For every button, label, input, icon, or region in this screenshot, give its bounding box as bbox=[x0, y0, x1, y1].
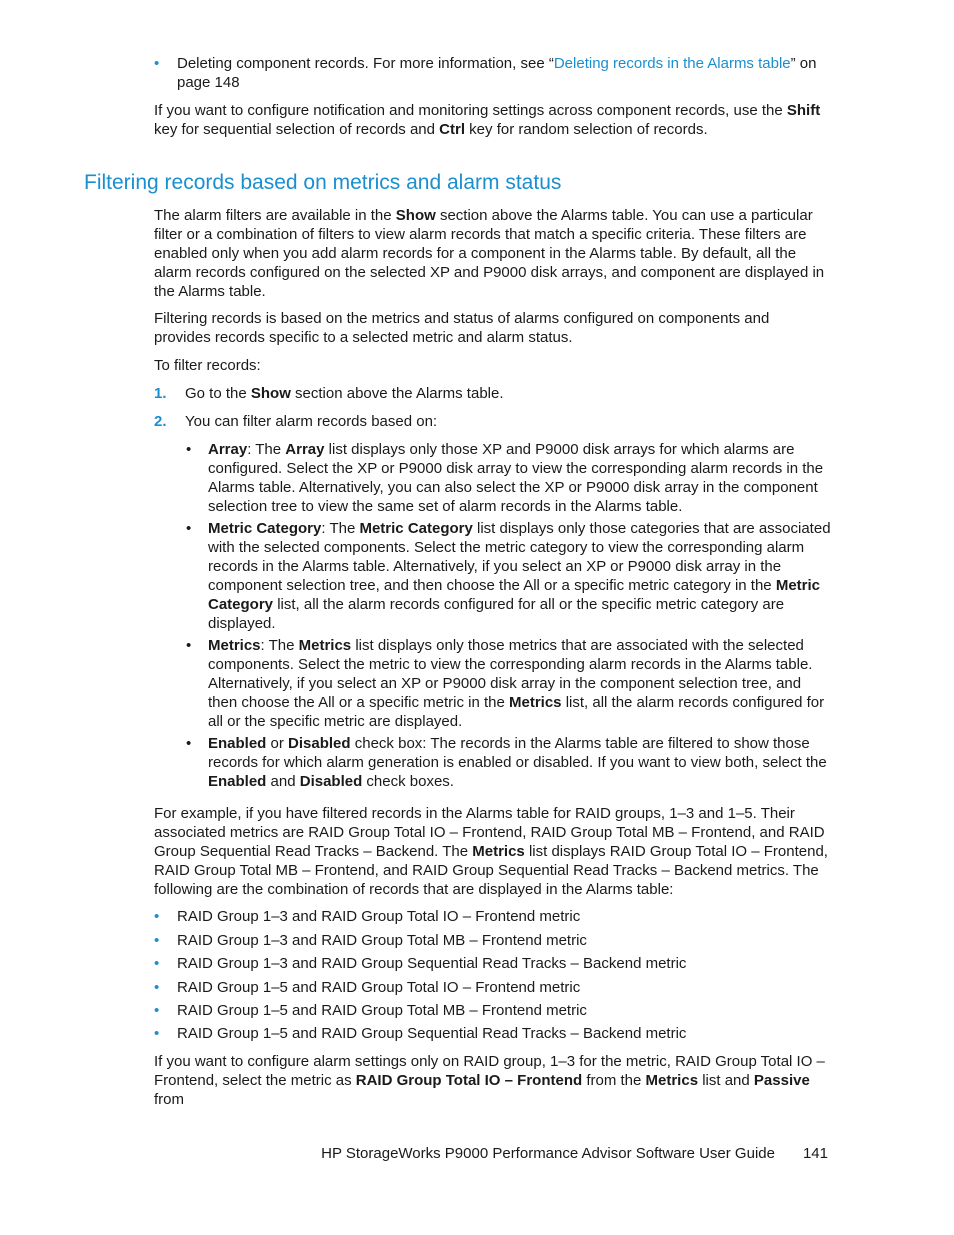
deleting-records-link[interactable]: Deleting records in the Alarms table bbox=[553, 55, 791, 72]
to-filter-intro: To filter records: bbox=[154, 357, 261, 374]
document-page: • Deleting component records. For more information, see “Deleting records in the Alarms table” on page 148 If you want to configure notification and monitoring settings across component records, use the Shift key for sequential selection of records and Ctrl key for random selection of records. Filtering records based on metrics and alarm status The alarm filters are available in the Show section above the Alarms table. You can use a particular filter or a combination of filters to view alarm records that match a specific criteria. These filters are enabled only when you add alarm records for a component in the Alarms table. By default, all the alarm records configured on the selected XP and P9000 disk arrays, and component are displayed in the Alarms table. Filtering records is based on the metrics and status of alarms configured on components and provides records specific to a selected metric and alarm status. To filter records: 1. Go to the Show section above the Alarms table. 2. You can filter alarm records based on: • Array: The Array list displays only those XP and P9000 disk arrays for which alarms are configured. Select the XP or P9000 disk array to view the corresponding alarm records in the Alarms table. Alternatively, you can also select the XP or P9000 disk array in the component selection tree to view the same set of alarm records in the Alarms table. • Metric Category: The Metric Category list displays only those categories that are associated with the selected components. Select the metric category to view the corresponding alarm records in the Alarms table. Alternatively, if you select an XP or P9000 disk array in the component selection tree, and then choose the All or a specific metric category in the Metric Category list, all the alarm records configured for all or the specific metric category are displayed. • Metrics: The Metrics list displays only those metrics that are associated with the selected components. Select the metric to view the corresponding alarm records in the Alarms table. Alternatively, if you select an XP or P9000 disk array in the component selection tree, and then choose the All or a specific metric in the Metrics list, all the alarm records configured for all or the specific metric are displayed. • Enabled or Disabled check box: The records in the Alarms table are filtered to show those records for which alarm generation is enabled or disabled. If you want to view both, select the Enabled and Disabled check boxes. For example, if you have filtered records in the Alarms table for RAID groups, 1–3 and 1–5. Their associated metrics are RAID Group Total IO – Frontend, RAID Group Total MB – Frontend, and RAID Group Sequential Read Tracks – Backend. The Metrics list displays RAID Group Total IO – Frontend, RAID Group Total MB – Frontend, and RAID Group Sequential Read Tracks – Backend metrics. The following are the combination of records that are displayed in the Alarms table: • RAID Group 1–3 and RAID Group Total IO – Frontend metric • RAID Group 1–3 and RAID Group Total MB – Frontend metric • RAID Group 1–3 and RAID Group Sequential Read Tracks – Backend metric • RAID Group 1–5 and RAID Group Total IO – Frontend metric • RAID Group 1–5 and RAID Group Total MB – Frontend metric • RAID Group 1–5 and RAID Group Sequential Read Tracks – Backend metric If you want to configure alarm settings only on RAID group, 1–3 for the metric, RAID Group Total IO – Frontend, select the metric as RAID Group Total IO – Frontend from the Metrics list and Passive from HP StorageWorks P9000 Performance Advisor Software User Guide 141 bbox=[84, 55, 831, 1162]
bullet-marker: • bbox=[186, 735, 192, 752]
bullet-marker: • bbox=[154, 55, 160, 72]
footer-guide-title: HP StorageWorks P9000 Performance Advisor Software User Guide bbox=[321, 1145, 775, 1162]
bullet-marker: • bbox=[154, 1002, 160, 1019]
filtering-basis-paragraph: Filtering records is based on the metrics and status of alarms configured on components and provides records specific to a selected metric and alarm status. bbox=[154, 310, 770, 346]
bullet-marker: • bbox=[154, 932, 160, 949]
page-number: 141 bbox=[802, 1145, 828, 1162]
configure-alarm-paragraph: If you want to configure alarm settings only on RAID group, 1–3 for the metric, RAID Group Total IO – Frontend, select the metric as RAID Group Total IO – Frontend from the Metrics list and Passive from bbox=[154, 1053, 825, 1108]
bullet-marker: • bbox=[154, 979, 160, 996]
bullet-marker: • bbox=[154, 955, 160, 972]
page-footer bbox=[300, 1144, 828, 1163]
step-number: 2. bbox=[154, 413, 167, 430]
section-heading: Filtering records based on metrics and alarm status bbox=[84, 171, 562, 194]
example-paragraph: For example, if you have filtered records in the Alarms table for RAID groups, 1–3 and 1–5. Their associated metrics are RAID Group Total IO – Frontend, RAID Group Total MB – Frontend, and RAID Group Sequential Read Tracks – Backend. The Metrics list displays RAID Group Total IO – Frontend, RAID Group Total MB – Frontend, and RAID Group Sequential Read Tracks – Backend metrics. The following are the combination of records that are displayed in the Alarms table: bbox=[154, 805, 828, 898]
bullet-marker: • bbox=[154, 908, 160, 925]
shift-ctrl-paragraph: If you want to configure notification and monitoring settings across component records, use the Shift key for sequential selection of records and Ctrl key for random selection of records. bbox=[154, 102, 821, 138]
bullet-marker: • bbox=[154, 1025, 160, 1042]
alarm-filters-paragraph: The alarm filters are available in the Show section above the Alarms table. You can use a particular filter or a combination of filters to view alarm records that match a specific criteria. These filters are enabled only when you add alarm records for a component in the Alarms table. By default, all the alarm records configured on the selected XP and P9000 disk arrays, and component are displayed in the Alarms table. bbox=[154, 207, 825, 300]
bullet-marker: • bbox=[186, 441, 192, 458]
bullet-marker: • bbox=[186, 637, 192, 654]
step-number: 1. bbox=[154, 385, 167, 402]
bullet-marker: • bbox=[186, 520, 192, 537]
